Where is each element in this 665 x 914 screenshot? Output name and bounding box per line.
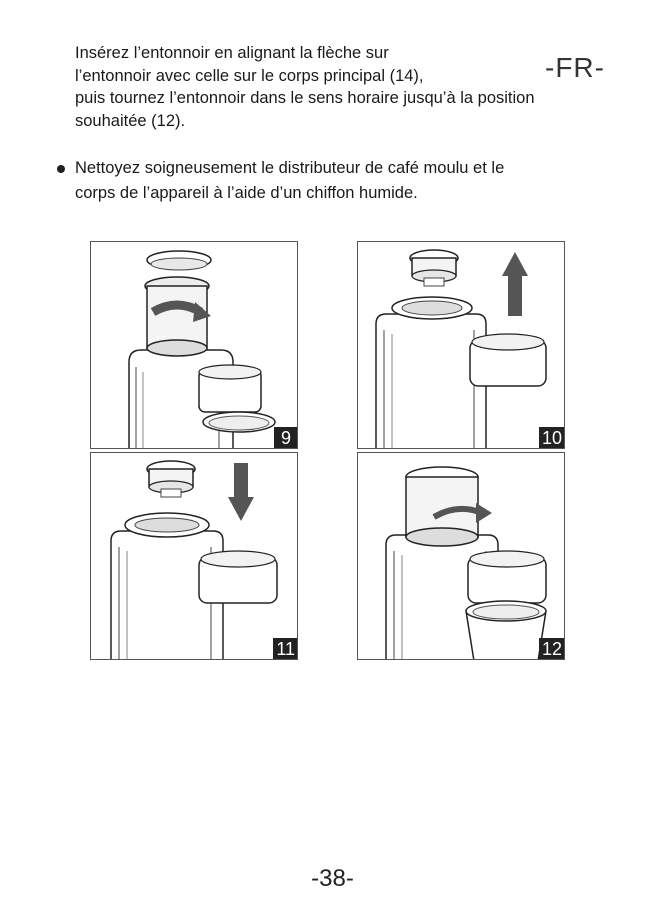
- instruction-line: puis tournez l’entonnoir dans le sens horaire jusqu’à la position: [75, 89, 535, 107]
- page-number: -38-: [311, 865, 354, 892]
- illustration-lift-funnel: [358, 242, 565, 449]
- illustration-insert-funnel: [91, 453, 298, 660]
- bullet-icon: [57, 165, 65, 173]
- instruction-line: Insérez l’entonnoir en alignant la flèche sur: [75, 44, 389, 62]
- figure-10: [357, 241, 565, 449]
- figure-number: 10: [539, 427, 565, 449]
- instruction-paragraph: [75, 42, 615, 132]
- illustration-rotate-hopper: [358, 453, 565, 660]
- instruction-line: l’entonnoir avec celle sur le corps principal (14),: [75, 66, 424, 85]
- bullet-line: corps de l’appareil à l’aide d’un chiffon humide.: [75, 184, 418, 202]
- instruction-line: souhaitée (12).: [75, 111, 186, 130]
- bullet-line: Nettoyez soigneusement le distributeur de café moulu et le: [75, 159, 505, 177]
- figure-number: 12: [539, 638, 565, 660]
- language-tag: -FR-: [545, 52, 605, 83]
- figure-number: 11: [273, 638, 298, 660]
- figure-11: [90, 452, 298, 660]
- figure-number: 9: [274, 427, 298, 449]
- figure-12: [357, 452, 565, 660]
- figure-9: [90, 241, 298, 449]
- illustration-remove-hopper: [91, 242, 298, 449]
